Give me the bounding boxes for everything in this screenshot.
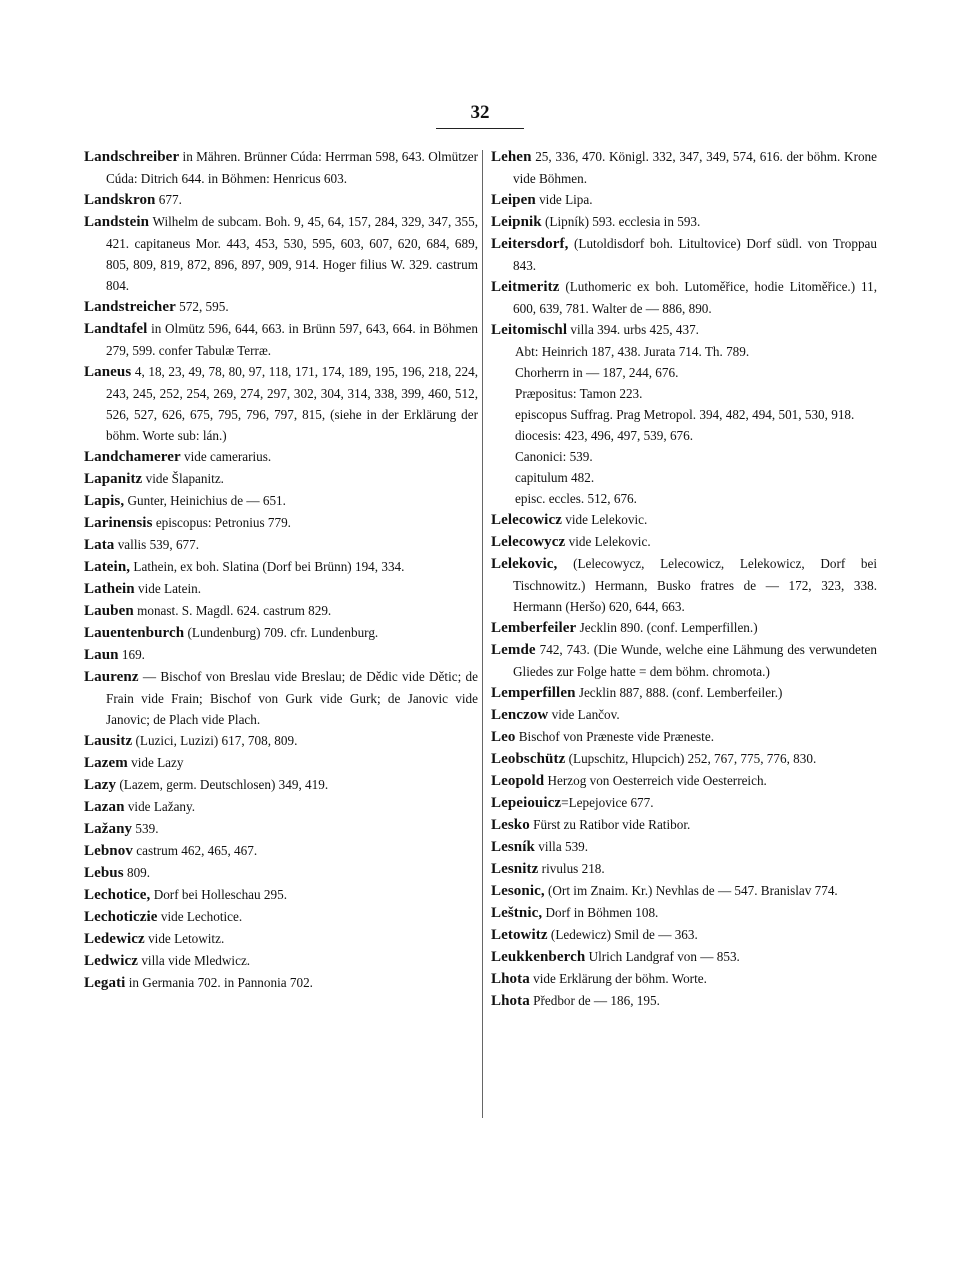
entry-body: Ulrich Landgraf von — 853.	[585, 949, 740, 964]
entry-headword: Lapanitz	[84, 471, 143, 487]
index-entry	[491, 902, 877, 924]
entry-body: Jecklin 887, 888. (conf. Lemberfeiler.)	[575, 685, 783, 700]
entry-body: (Lutoldisdorf boh. Litultovice) Dorf südl. von Troppau 843.	[513, 236, 877, 273]
entry-body: (Ledewicz) Smil de — 363.	[547, 927, 698, 942]
index-entry	[491, 509, 877, 531]
entry-body: monast. S. Magdl. 624. castrum 829.	[133, 603, 332, 618]
entry-headword: Leitomischl	[491, 322, 568, 338]
index-entry	[84, 884, 478, 906]
index-entry	[84, 666, 478, 730]
index-entry	[84, 361, 478, 446]
entry-headword: Lemperfillen	[491, 685, 576, 701]
entry-body: (Lupschitz, Hlupcich) 252, 767, 775, 776, 830.	[565, 751, 817, 766]
index-entry	[84, 644, 478, 666]
entry-headword: Lazan	[84, 799, 125, 815]
index-subentry: episcopus Suffrag. Prag Metropol. 394, 482, 494, 501, 530, 918.	[515, 407, 855, 422]
index-entry	[84, 296, 478, 318]
entry-headword: Leitmeritz	[491, 279, 560, 295]
index-entry	[84, 950, 478, 972]
index-subentry: Præpositus: Tamon 223.	[515, 386, 643, 401]
entry-body: vide Letowitz.	[144, 931, 225, 946]
index-subentry: Abt: Heinrich 187, 438. Jurata 714. Th. 789.	[515, 344, 750, 359]
entry-body: 742, 743. (Die Wunde, welche eine Lähmung des verwundeten Gliedes zur Folge hatte = dem böhm. chromota.)	[513, 642, 877, 679]
index-entry	[491, 146, 877, 189]
index-entry	[491, 553, 877, 617]
index-entry	[491, 968, 877, 990]
entry-body: Lathein, ex boh. Slatina (Dorf bei Brünn) 194, 334.	[130, 559, 405, 574]
index-entry	[84, 318, 478, 361]
entry-body: episcopus: Petronius 779.	[152, 515, 291, 530]
index-entry	[491, 880, 877, 902]
entry-headword: Lepeiouicz	[491, 795, 562, 811]
index-entry	[491, 946, 877, 968]
entry-headword: Legati	[84, 975, 126, 991]
index-entry	[84, 146, 478, 189]
index-entry	[491, 704, 877, 726]
entry-headword: Lemde	[491, 642, 536, 658]
entry-headword: Landchamerer	[84, 449, 181, 465]
entry-headword: Larinensis	[84, 515, 153, 531]
entry-body: vide Erklärung der böhm. Worte.	[529, 971, 707, 986]
index-entry	[84, 512, 478, 534]
left-column	[84, 146, 478, 994]
entry-body: (Lipník) 593. ecclesia in 593.	[541, 214, 701, 229]
entry-headword: Landstreicher	[84, 299, 176, 315]
index-entry	[491, 211, 877, 233]
entry-body: villa 539.	[534, 839, 589, 854]
entry-headword: Lažany	[84, 821, 133, 837]
index-entry	[491, 276, 877, 319]
entry-headword: Lhota	[491, 993, 530, 1009]
index-entry	[84, 600, 478, 622]
entry-headword: Leobschütz	[491, 751, 566, 767]
entry-headword: Lelecowicz	[491, 512, 562, 528]
entry-headword: Lehen	[491, 149, 532, 165]
index-entry	[491, 189, 877, 211]
entry-headword: Letowitz	[491, 927, 548, 943]
index-entry	[84, 796, 478, 818]
entry-body: vide Šlapanitz.	[142, 471, 224, 486]
column-divider	[482, 150, 483, 1118]
index-entry	[491, 233, 877, 276]
index-entry	[84, 730, 478, 752]
entry-headword: Lelekovic,	[491, 556, 558, 572]
entry-headword: Lelecowycz	[491, 534, 566, 550]
index-entry	[84, 862, 478, 884]
entry-headword: Landtafel	[84, 321, 148, 337]
entry-body: vide Latein.	[134, 581, 201, 596]
entry-headword: Lata	[84, 537, 115, 553]
entry-body: Předbor de — 186, 195.	[529, 993, 660, 1008]
entry-body: villa vide Mledwicz.	[138, 953, 251, 968]
entry-headword: Lhota	[491, 971, 530, 987]
index-entry	[84, 972, 478, 994]
index-subentry: Canonici: 539.	[515, 449, 593, 464]
entry-body: 809.	[123, 865, 151, 880]
entry-body: 25, 336, 470. Königl. 332, 347, 349, 574, 616. der böhm. Krone vide Böhmen.	[513, 149, 877, 186]
index-entry	[84, 928, 478, 950]
entry-body: vide Lelekovic.	[561, 512, 648, 527]
index-entry	[491, 814, 877, 836]
index-entry	[84, 490, 478, 512]
index-entry	[491, 748, 877, 770]
entry-headword: Lesnitz	[491, 861, 539, 877]
entry-body: vide camerarius.	[180, 449, 272, 464]
entry-headword: Leitersdorf,	[491, 236, 569, 252]
entry-body: Herzog von Oesterreich vide Oesterreich.	[544, 773, 767, 788]
entry-body: (Luzici, Luzizi) 617, 708, 809.	[132, 733, 298, 748]
entry-headword: Leukkenberch	[491, 949, 586, 965]
index-entry	[491, 726, 877, 748]
entry-headword: Lechotice,	[84, 887, 151, 903]
entry-body: vallis 539, 677.	[114, 537, 200, 552]
index-entry	[84, 622, 478, 644]
entry-headword: Lesko	[491, 817, 530, 833]
index-entry	[84, 468, 478, 490]
index-subentry: capitulum 482.	[515, 470, 595, 485]
entry-headword: Lebnov	[84, 843, 133, 859]
entry-headword: Lesonic,	[491, 883, 545, 899]
entry-headword: Ledwicz	[84, 953, 139, 969]
index-entry	[84, 556, 478, 578]
index-subentry: Chorherrn in — 187, 244, 676.	[515, 365, 679, 380]
entry-headword: Lauben	[84, 603, 134, 619]
entry-body: villa 394. urbs 425, 437.	[567, 322, 699, 337]
entry-headword: Latein,	[84, 559, 131, 575]
entry-headword: Lazy	[84, 777, 117, 793]
entry-headword: Lesník	[491, 839, 535, 855]
entry-body: (Luthomeric ex boh. Lutoměřice, hodie Litoměřice.) 11, 600, 639, 781. Walter de — 886, 890.	[513, 279, 877, 316]
index-entry	[84, 211, 478, 296]
index-entry	[491, 617, 877, 639]
entry-body: Dorf bei Holleschau 295.	[150, 887, 287, 902]
entry-body: (Lazem, germ. Deutschlosen) 349, 419.	[116, 777, 329, 792]
entry-headword: Leštnic,	[491, 905, 543, 921]
entry-headword: Lazem	[84, 755, 128, 771]
entry-headword: Landstein	[84, 214, 150, 230]
entry-body: castrum 462, 465, 467.	[132, 843, 258, 858]
entry-body: =Lepejovice 677.	[561, 795, 654, 810]
index-entry	[491, 924, 877, 946]
entry-headword: Laun	[84, 647, 119, 663]
index-entry	[491, 792, 877, 814]
entry-body: Wilhelm de subcam. Boh. 9, 45, 64, 157, 284, 329, 347, 355, 421. capitaneus Mor. 443, 453, 530, 595, 603, 607, 620, 684, 689, 805, 809, 819, 872, 896, 897, 909, 914. Hoger filius W. 329. castrum 804.	[106, 214, 478, 293]
entry-headword: Laurenz	[84, 669, 139, 685]
entry-headword: Landschreiber	[84, 149, 180, 165]
index-entry	[491, 319, 877, 341]
index-entry	[491, 770, 877, 792]
entry-body: in Mähren. Brünner Cúda: Herrman 598, 643. Olmützer Cúda: Ditrich 644. in Böhmen: Henricus 603.	[106, 149, 478, 186]
entry-headword: Lechoticzie	[84, 909, 158, 925]
entry-body: (Lundenburg) 709. cfr. Lundenburg.	[184, 625, 379, 640]
entry-body: 169.	[118, 647, 145, 662]
index-entry	[84, 840, 478, 862]
entry-body: Fürst zu Ratibor vide Ratibor.	[529, 817, 691, 832]
index-entry	[491, 836, 877, 858]
index-entry	[491, 639, 877, 682]
entry-body: in Olmütz 596, 644, 663. in Brünn 597, 643, 664. in Böhmen 279, 599. confer Tabulæ Terræ.	[106, 321, 478, 358]
entry-body: 572, 595.	[175, 299, 229, 314]
entry-body: vide Lipa.	[535, 192, 593, 207]
index-entry	[84, 446, 478, 468]
entry-body: Dorf in Böhmen 108.	[542, 905, 659, 920]
entry-body: rivulus 218.	[538, 861, 605, 876]
index-entry	[491, 531, 877, 553]
index-entry	[84, 578, 478, 600]
index-entry	[491, 682, 877, 704]
right-column	[491, 146, 877, 1012]
entry-body: (Lelecowycz, Lelecowicz, Lelekowicz, Dorf bei Tischnowitz.) Hermann, Busko fratres de — 172, 323, 338. Hermann (Heršo) 620, 644, 663.	[513, 556, 877, 614]
entry-body: Jecklin 890. (conf. Lemperfillen.)	[576, 620, 758, 635]
entry-headword: Lauentenburch	[84, 625, 185, 641]
index-entry	[84, 534, 478, 556]
entry-headword: Leo	[491, 729, 516, 745]
entry-headword: Leipen	[491, 192, 536, 208]
index-entry	[491, 990, 877, 1012]
entry-headword: Lemberfeiler	[491, 620, 577, 636]
entry-headword: Leopold	[491, 773, 545, 789]
entry-body: vide Lažany.	[124, 799, 196, 814]
index-entry	[84, 752, 478, 774]
entry-headword: Lebus	[84, 865, 124, 881]
entry-headword: Leipnik	[491, 214, 542, 230]
index-entry	[84, 906, 478, 928]
entry-body: — Bischof von Breslau vide Breslau; de Dědic vide Dětic; de Frain vide Frain; Bischof von Gurk vide Gurk; de Janovic vide Janovic; de Plach vide Plach.	[106, 669, 478, 727]
entry-headword: Lenczow	[491, 707, 549, 723]
entry-body: (Ort im Znaim. Kr.) Nevhlas de — 547. Branislav 774.	[544, 883, 838, 898]
entry-headword: Landskron	[84, 192, 156, 208]
entry-body: in Germania 702. in Pannonia 702.	[125, 975, 313, 990]
entry-headword: Ledewicz	[84, 931, 145, 947]
entry-body: 677.	[155, 192, 182, 207]
entry-headword: Lausitz	[84, 733, 133, 749]
entry-headword: Laneus	[84, 364, 132, 380]
index-entry	[84, 774, 478, 796]
page-number-rule	[436, 128, 524, 129]
entry-body: vide Lelekovic.	[565, 534, 651, 549]
index-entry	[84, 189, 478, 211]
index-subentry: episc. eccles. 512, 676.	[515, 491, 637, 506]
entry-body: vide Lechotice.	[157, 909, 243, 924]
entry-body: vide Lazy	[127, 755, 184, 770]
entry-body: Gunter, Heinichius de — 651.	[124, 493, 286, 508]
page-number: 32	[470, 102, 490, 123]
entry-body: vide Lančov.	[548, 707, 620, 722]
entry-body: 4, 18, 23, 49, 78, 80, 97, 118, 171, 174, 189, 195, 196, 218, 224, 243, 245, 252, 254, 269, 274, 297, 302, 304, 314, 338, 399, 460, 512, 526, 527, 626, 675, 795, 796, 797, 815, (siehe in der Erklärung der böhm. Worte sub: lán.)	[106, 364, 478, 443]
entry-body: 539.	[132, 821, 159, 836]
entry-body: Bischof von Præneste vide Præneste.	[515, 729, 714, 744]
index-entry	[84, 818, 478, 840]
entry-headword: Lapis,	[84, 493, 125, 509]
index-subentry: diocesis: 423, 496, 497, 539, 676.	[515, 428, 694, 443]
index-entry	[491, 858, 877, 880]
entry-headword: Lathein	[84, 581, 135, 597]
